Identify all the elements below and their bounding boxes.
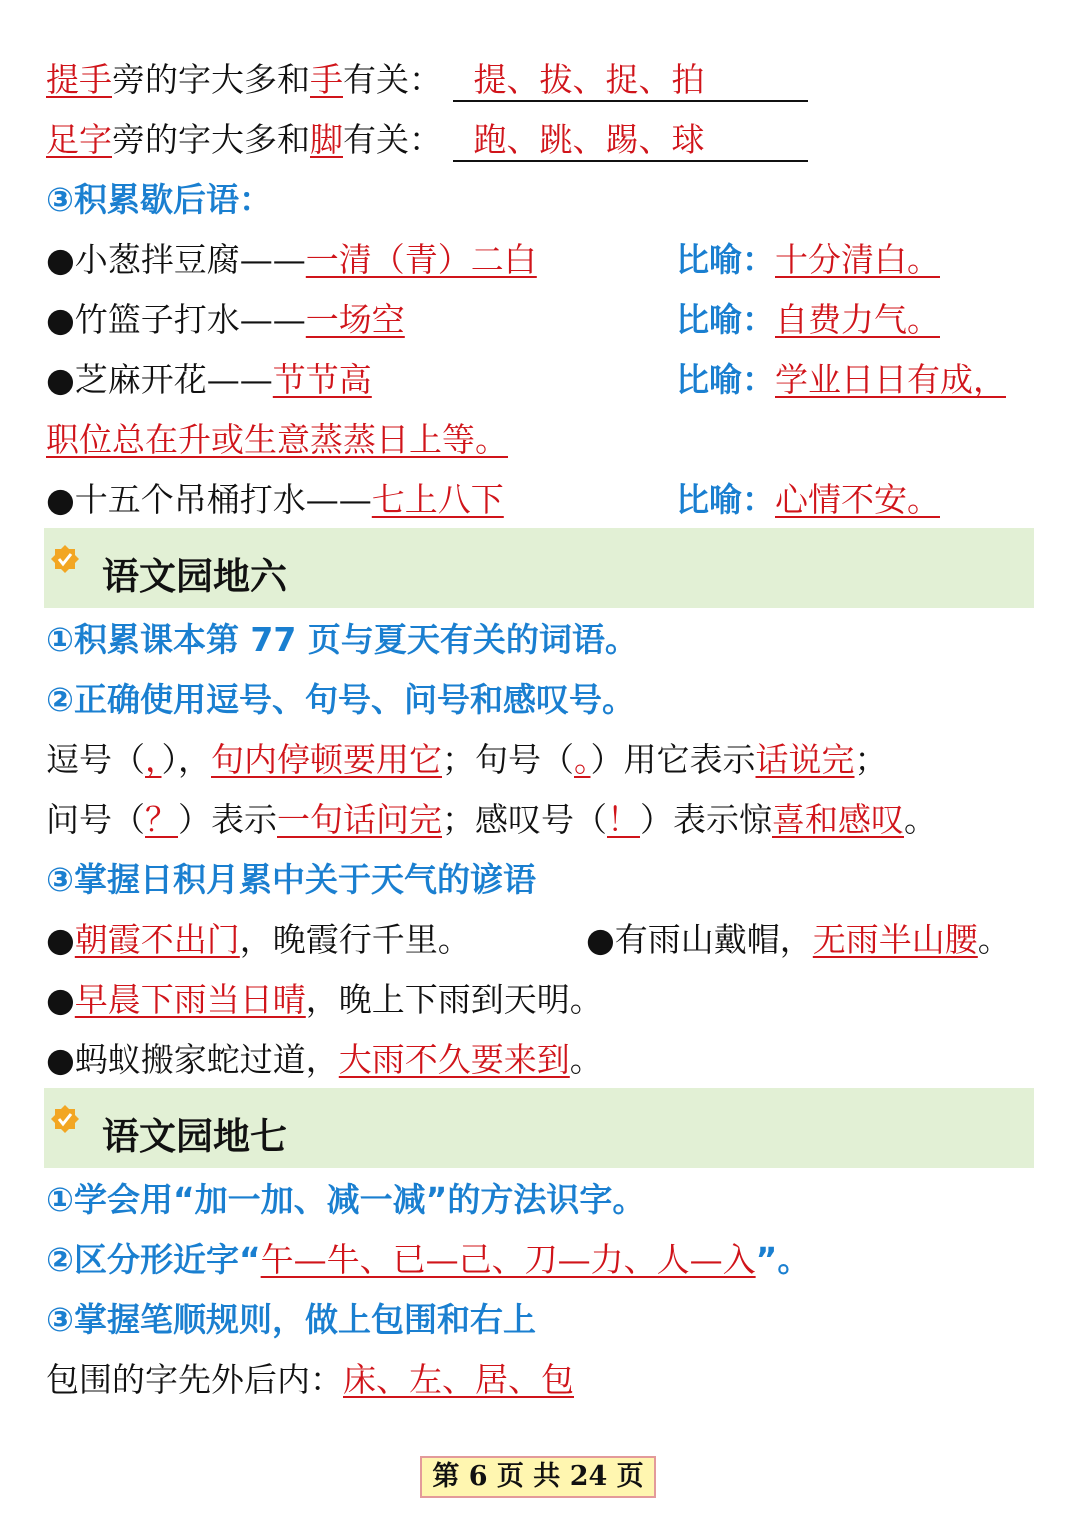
metaphor-continued: 职位总在升或生意蒸蒸日上等。 bbox=[46, 420, 508, 459]
punctuation-line-2: 问号（？）表示一句话问完；感叹号（！）表示惊喜和感叹。 bbox=[46, 800, 937, 839]
metaphor: 比喻：十分清白。 bbox=[676, 240, 940, 279]
xiehouyu-item: ●竹篮子打水——一场空 bbox=[46, 300, 405, 339]
metaphor: 比喻：心情不安。 bbox=[676, 480, 940, 519]
metaphor: 比喻：学业日日有成， bbox=[676, 360, 1006, 399]
answer-blank: 提、拔、捉、拍 bbox=[453, 60, 808, 102]
xiehouyu-item: ●小葱拌豆腐——一清（青）二白 bbox=[46, 240, 537, 279]
point-4: 包围的字先外后内：床、左、居、包 bbox=[46, 1360, 574, 1399]
point-2: ②区分形近字“午—牛、已—己、刀—力、人—入”。 bbox=[46, 1240, 811, 1279]
point-2: ②正确使用逗号、句号、问号和感叹号。 bbox=[46, 680, 635, 719]
section-title: 语文园地六 bbox=[102, 555, 287, 598]
point-1: ①学会用“加一加、减一减”的方法识字。 bbox=[46, 1180, 646, 1219]
section-header-6 bbox=[44, 528, 1034, 608]
answer-blank: 跑、跳、踢、球 bbox=[453, 120, 808, 162]
proverb: ●早晨下雨当日晴，晚上下雨到天明。 bbox=[46, 980, 603, 1019]
proverb: ●朝霞不出门，晚霞行千里。 bbox=[46, 920, 471, 959]
radical-rule-shou: 提手旁的字大多和手有关： 提、拔、捉、拍 bbox=[46, 58, 808, 102]
xiehouyu-item: ●芝麻开花——节节高 bbox=[46, 360, 372, 399]
point-3: ③掌握笔顺规则，做上包围和右上 bbox=[46, 1300, 536, 1339]
section-title: 语文园地七 bbox=[102, 1115, 287, 1158]
proverb: ●蚂蚁搬家蛇过道，大雨不久要来到。 bbox=[46, 1040, 603, 1079]
badge-check-icon bbox=[50, 1104, 80, 1134]
metaphor: 比喻：自费力气。 bbox=[676, 300, 940, 339]
point-1: ①积累课本第 77 页与夏天有关的词语。 bbox=[46, 620, 638, 659]
proverb: ●有雨山戴帽，无雨半山腰。 bbox=[586, 920, 1011, 959]
xiehouyu-heading: ③积累歇后语： bbox=[46, 180, 272, 219]
page-number: 第 6 页 共 24 页 bbox=[420, 1456, 656, 1498]
point-3: ③掌握日积月累中关于天气的谚语 bbox=[46, 860, 536, 899]
radical-rule-zu: 足字旁的字大多和脚有关： 跑、跳、踢、球 bbox=[46, 118, 808, 162]
punctuation-line-1: 逗号（，），句内停顿要用它；句号（。）用它表示话说完； bbox=[46, 740, 888, 779]
section-header-7 bbox=[44, 1088, 1034, 1168]
badge-check-icon bbox=[50, 544, 80, 574]
xiehouyu-item: ●十五个吊桶打水——七上八下 bbox=[46, 480, 504, 519]
